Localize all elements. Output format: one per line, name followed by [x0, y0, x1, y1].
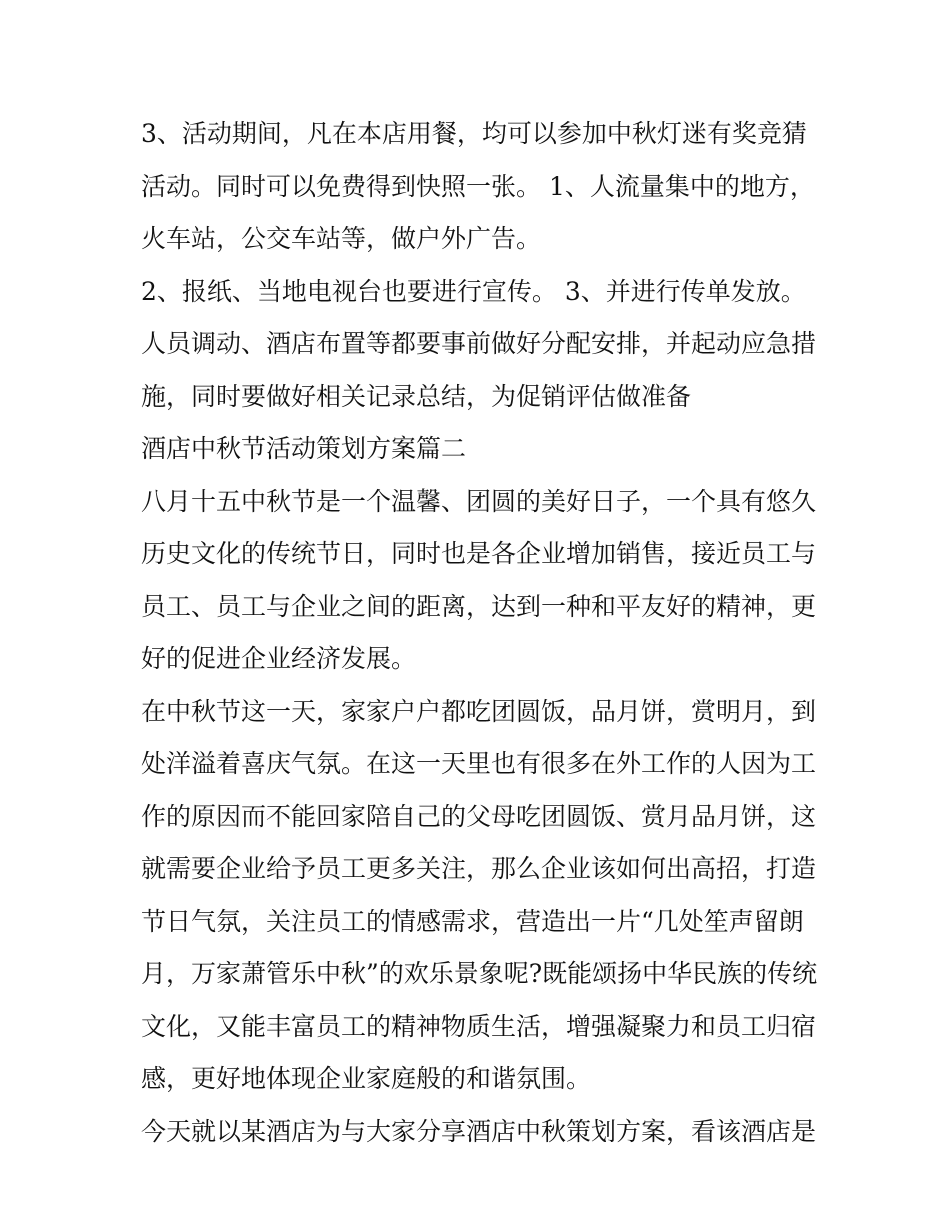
text-line: 月，万家萧管乐中秋”的欢乐景象呢?既能颂扬中华民族的传统	[141, 959, 818, 988]
section-heading: 酒店中秋节活动策划方案篇二	[141, 434, 467, 463]
text-line: 火车站，公交车站等，做户外广告。	[141, 224, 542, 253]
text-line: 人员调动、酒店布置等都要事前做好分配安排，并起动应急措	[141, 329, 817, 358]
text-line: 好的促进企业经济发展。	[141, 644, 417, 673]
text-line: 历史文化的传统节日，同时也是各企业增加销售，接近员工与	[141, 539, 817, 568]
text-line: 八月十五中秋节是一个温馨、团圆的美好日子，一个具有悠久	[141, 486, 817, 516]
text-line: 文化，又能丰富员工的精神物质生活，增强凝聚力和员工归宿	[141, 1011, 817, 1041]
text-line: 施，同时要做好相关记录总结，为促销评估做准备	[141, 381, 692, 411]
text-line: 节日气氛，关注员工的情感需求，营造出一片“几处笙声留朗	[141, 906, 804, 936]
text-line: 3、活动期间，凡在本店用餐，均可以参加中秋灯迷有奖竞猜	[141, 119, 807, 148]
text-line: 作的原因而不能回家陪自己的父母吃团圆饭、赏月品月饼，这	[141, 801, 817, 831]
text-line: 2、报纸、当地电视台也要进行宣传。 3、并进行传单发放。	[141, 276, 806, 306]
text-line: 活动。同时可以免费得到快照一张。 1、人流量集中的地方，	[141, 171, 815, 201]
text-line: 感，更好地体现企业家庭般的和谐氛围。	[141, 1064, 592, 1093]
text-line: 就需要企业给予员工更多关注，那么企业该如何出高招，打造	[141, 854, 817, 883]
text-line: 处洋溢着喜庆气氛。在这一天里也有很多在外工作的人因为工	[141, 749, 817, 778]
text-line: 员工、员工与企业之间的距离，达到一种和平友好的精神，更	[141, 591, 817, 621]
text-line: 今天就以某酒店为与大家分享酒店中秋策划方案，看该酒店是	[141, 1116, 817, 1146]
document-body	[141, 108, 821, 1158]
text-line: 在中秋节这一天，家家户户都吃团圆饭，品月饼，赏明月，到	[141, 696, 817, 726]
